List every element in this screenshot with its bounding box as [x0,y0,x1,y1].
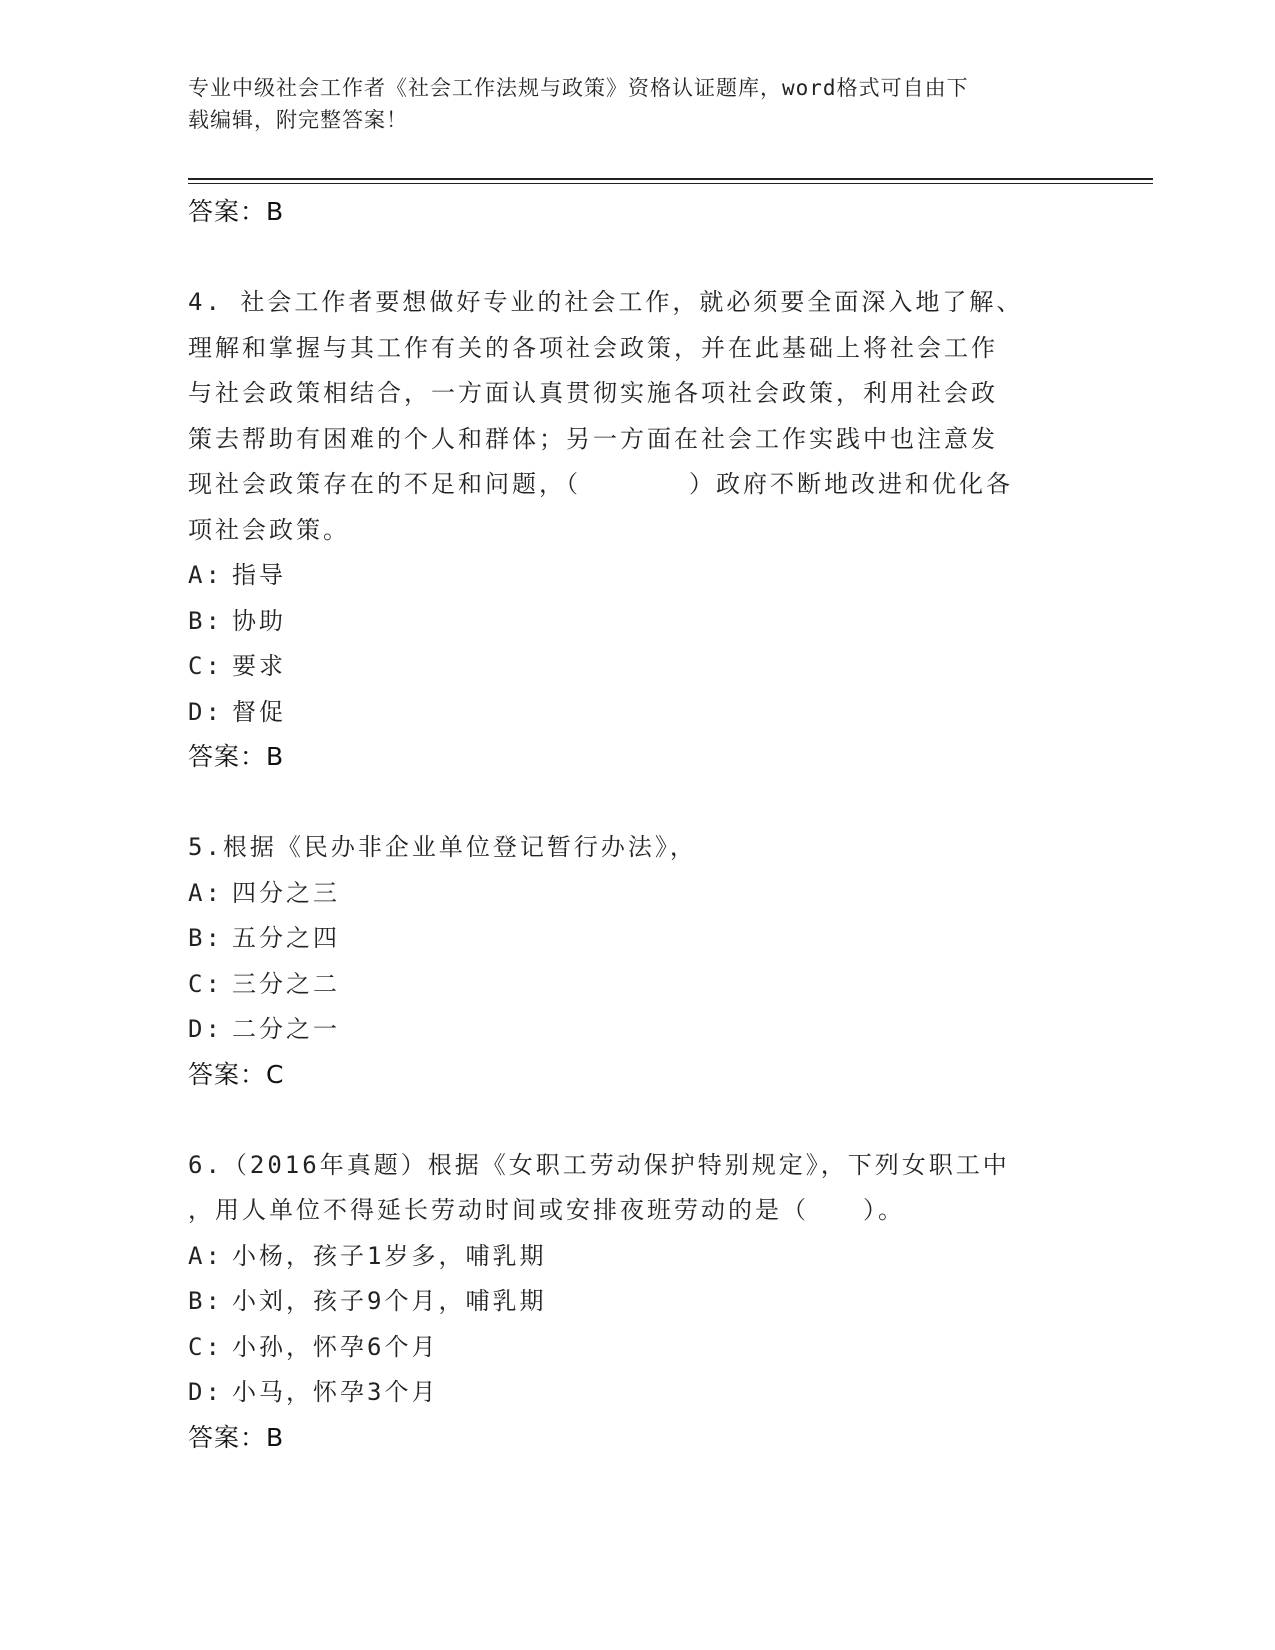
option-label: A: [188,878,223,907]
stem-line: 与社会政策相结合，一方面认真贯彻实施各项社会政策，利用社会政 [188,379,998,407]
option-b [188,599,1088,645]
option-c [188,1325,1088,1371]
header-rule-thick [188,178,1153,180]
header-line-2: 载编辑，附完整答案！ [188,108,408,132]
stem-line: 项社会政策。 [188,515,350,544]
option-text: 协助 [232,606,286,635]
option-label: B: [188,924,223,952]
option-text: 督促 [232,697,286,726]
question-4 [188,280,1088,779]
stem-line: 策去帮助有困难的个人和群体；另一方面在社会工作实践中也注意发 [188,424,998,453]
option-b [188,916,1088,962]
option-a [188,871,1088,917]
option-label: C: [188,652,223,680]
option-c [188,962,1088,1008]
option-text: 小孙，怀孕6个月 [232,1332,439,1361]
question-list [188,190,1088,1460]
option-text: 三分之二 [232,969,340,998]
option-label: C: [188,1332,223,1361]
option-label: A: [188,1241,223,1270]
option-text: 小马，怀孕3个月 [232,1378,439,1406]
option-d [188,1007,1088,1053]
answer-line: 答案：B [188,742,285,771]
stem-line: ，用人单位不得延长劳动时间或安排夜班劳动的是（ ）。 [188,1196,905,1224]
stem-line: 5.根据《民办非企业单位登记暂行办法》， [188,833,697,861]
option-label: B: [188,606,223,635]
option-text: 小杨，孩子1岁多，哺乳期 [232,1241,547,1270]
answer-line: 答案：B [188,1422,285,1452]
answer-line: 答案：B [188,197,285,226]
stem-line: 6.（2016年真题）根据《女职工劳动保护特别规定》，下列女职工中 [188,1150,1010,1179]
option-c [188,644,1088,690]
option-text: 四分之三 [232,878,340,907]
option-d [188,1370,1088,1416]
option-label: B: [188,1287,223,1315]
option-label: D: [188,1378,223,1406]
option-text: 二分之一 [232,1015,340,1043]
option-text: 指导 [232,561,286,589]
question-stem [188,280,1088,553]
option-label: C: [188,969,223,998]
question-stem [188,1143,1088,1234]
header-line-1: 专业中级社会工作者《社会工作法规与政策》资格认证题库，word格式可自由下 [188,76,969,100]
stem-line: 理解和掌握与其工作有关的各项社会政策，并在此基础上将社会工作 [188,333,998,362]
option-label: D: [188,1015,223,1043]
answer-line: 答案：C [188,1059,285,1089]
option-text: 小刘，孩子9个月，哺乳期 [232,1287,547,1315]
option-text: 要求 [232,652,286,680]
header-rule-thin [188,183,1153,184]
option-b [188,1279,1088,1325]
question-stem [188,825,1088,871]
question-5 [188,825,1088,1097]
option-a [188,1234,1088,1280]
document-header [188,72,1068,136]
option-d [188,690,1088,736]
stem-line: 现社会政策存在的不足和问题，（ ）政府不断地改进和优化各 [188,470,1013,498]
option-a [188,553,1088,599]
option-label: A: [188,561,223,589]
option-label: D: [188,697,223,726]
stem-line: 4. 社会工作者要想做好专业的社会工作，就必须要全面深入地了解、 [188,288,1024,316]
question-6 [188,1143,1088,1460]
option-text: 五分之四 [232,924,340,952]
